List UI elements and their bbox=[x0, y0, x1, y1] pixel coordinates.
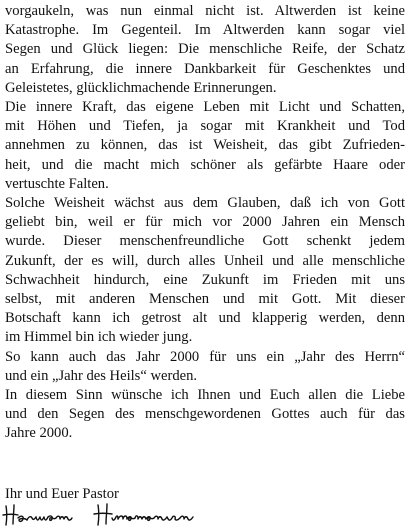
paragraph-5 bbox=[5, 386, 405, 444]
text-line: Jahre 2000. bbox=[5, 425, 73, 442]
text-line: und ein „Jahr des Heils“ werden. bbox=[5, 367, 198, 384]
paragraph-2 bbox=[5, 98, 405, 194]
text-line: heit, und die macht mich schöner als gefärbte Haare oder bbox=[5, 156, 405, 173]
text-line: Segen und Glück liegen: Die menschliche Reife, der Schatz bbox=[5, 41, 405, 58]
closing-line: Ihr und Euer Pastor bbox=[5, 486, 119, 502]
text-line: selbst, mit anderen Menschen und mit Gott. Mit dieser bbox=[5, 291, 405, 308]
text-line: So kann auch das Jahr 2000 für uns ein „Jahr des Herrn“ bbox=[5, 348, 405, 365]
text-line: vorgaukeln, was nun einmal nicht ist. Altwerden ist keine bbox=[5, 3, 405, 19]
text-line: Geleistetes, glücklichmachende Erinnerungen. bbox=[5, 79, 277, 96]
paragraph-4 bbox=[5, 348, 405, 386]
text-line: Schwachheit hindurch, eine Zukunft im Frieden mit uns bbox=[5, 271, 405, 288]
paragraph-1 bbox=[5, 2, 405, 98]
text-line: Katastrophe. Im Gegenteil. Im Altwerden kann sogar viel bbox=[5, 22, 405, 39]
signature-image bbox=[0, 502, 260, 528]
text-line: mit Höhen und Tiefen, ja sogar mit Krankheit und Tod bbox=[5, 118, 405, 135]
text-line: Die innere Kraft, das eigene Leben mit Licht und Schatten, bbox=[5, 99, 405, 116]
text-line: annehmen zu können, das ist Weisheit, das gibt Zufrieden- bbox=[5, 137, 405, 154]
text-line: In diesem Sinn wünsche ich Ihnen und Euch allen die Liebe bbox=[5, 387, 405, 404]
text-line: geliebt bin, weil er für mich vor 2000 Jahren ein Mensch bbox=[5, 214, 405, 231]
text-line: im Himmel bin ich wieder jung. bbox=[5, 329, 193, 346]
text-line: Botschaft kann ich getrost alt und klapperig werden, denn bbox=[5, 310, 405, 327]
text-line: und den Segen des menschgewordenen Gottes auch für das bbox=[5, 406, 405, 423]
letter-body bbox=[5, 2, 405, 444]
text-line: Zukunft, der es will, durch alles Unheil und alle menschliche bbox=[5, 252, 405, 269]
text-line: vertuschte Falten. bbox=[5, 175, 109, 192]
text-line: an Erfahrung, die innere Dankbarkeit für Geschenktes und bbox=[5, 60, 405, 77]
text-line: wurde. Dieser menschenfreundliche Gott schenkt jedem bbox=[5, 233, 405, 250]
paragraph-3 bbox=[5, 194, 405, 348]
text-line: Solche Weisheit wächst aus dem Glauben, daß ich von Gott bbox=[5, 195, 405, 212]
